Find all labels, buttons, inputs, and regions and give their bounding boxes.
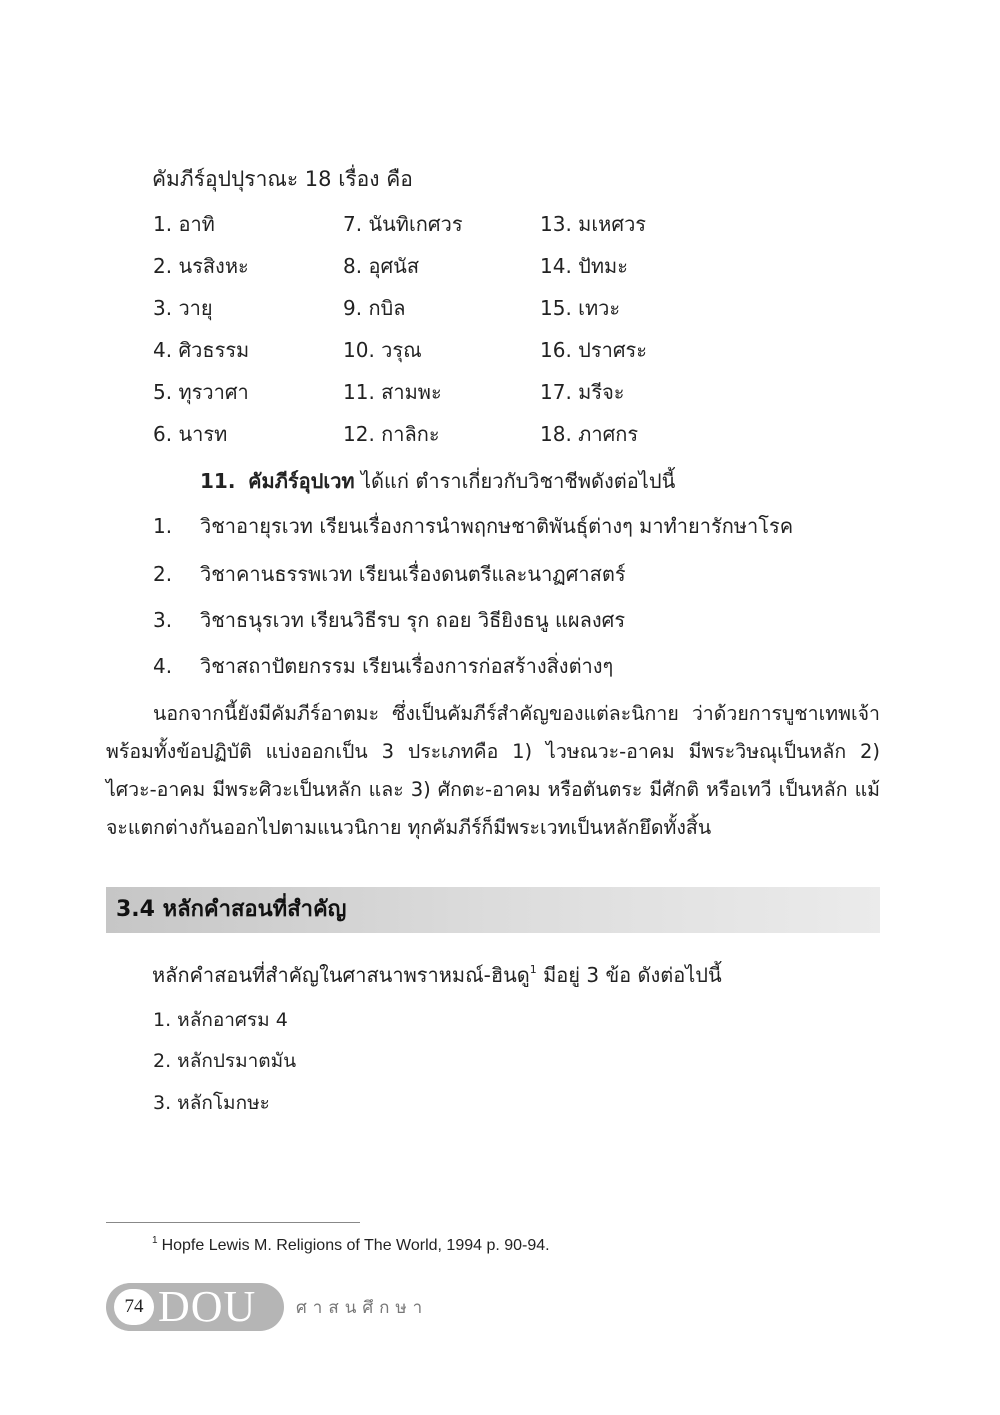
upaveda-heading [200, 465, 675, 497]
list-item: 2. หลักปรมาตมัน [153, 1050, 297, 1072]
list-item: 17. มรีจะ [540, 380, 625, 404]
list-item: 1. วิชาอายุรเวท เรียนเรื่องการนำพฤกษชาติพันธุ์ต่างๆ มาทำยารักษาโรค [153, 514, 794, 538]
page-number: 74 [114, 1289, 154, 1325]
list-item: 4. วิชาสถาปัตยกรรม เรียนเรื่องการก่อสร้างสิ่งต่างๆ [153, 654, 614, 678]
list-item: 16. ปราศระ [540, 338, 648, 362]
footnote: $^1$ Hopfe Lewis M. Religions of The World, 1994 p. 90-94. [152, 1235, 550, 1254]
list-item: 3. หลักโมกษะ [153, 1092, 270, 1114]
list-item: 8. อุศนัส [343, 254, 420, 278]
list-item: 7. นันทิเกศวร [343, 212, 463, 236]
agama-paragraph: นอกจากนี้ยังมีคัมภีร์อาตมะ ซึ่งเป็นคัมภีร์สำคัญของแต่ละนิกาย ว่าด้วยการบูชาเทพเจ้า พร้อมทั้งข้อปฏิบัติ แบ่งออกเป็น 3 ประเภทคือ 1) ไวษณวะ-อาคม มีพระวิษณุเป็นหลัก 2) ไศวะ-อาคม มีพระศิวะเป็นหลัก และ 3) ศักตะ-อาคม หรือตันตระ มีศักติ หรือเทวี เป็นหลัก แม้จะแตกต่างกันออกไปตามแนวนิกาย ทุกคัมภีร์ก็มีพระเวทเป็นหลักยึดทั้งสิ้น [106, 702, 880, 839]
list-item: 5. ทุรวาศา [153, 380, 249, 404]
dou-logo: DOU [158, 1282, 257, 1331]
section-title: 3.4 หลักคำสอนที่สำคัญ [116, 897, 347, 922]
list-item: 1. อาทิ [153, 212, 215, 236]
upaveda-heading-rest: ได้แก่ ตำราเกี่ยวกับวิชาชีพดังต่อไปนี้ [354, 469, 676, 493]
list-item: 14. ปัทมะ [540, 254, 628, 278]
upaveda-title: คัมภีร์อุปเวท [248, 469, 355, 493]
book-title: ศาสนศึกษา [296, 1298, 429, 1318]
list-item: 12. กาลิกะ [343, 422, 440, 446]
list-item: 15. เทวะ [540, 296, 621, 320]
list-item: 2. นรสิงหะ [153, 254, 249, 278]
list-item: 3. วายุ [153, 296, 213, 320]
list-item: 10. วรุณ [343, 338, 422, 362]
list-item: 4. ศิวธรรม [153, 338, 250, 362]
upaveda-number: 11. [200, 469, 236, 493]
list-item: 3. วิชาธนุรเวท เรียนวิธีรบ รุก ถอย วิธียิงธนู แผลงศร [153, 608, 626, 632]
list-item: 18. ภาศกร [540, 422, 639, 446]
list-item: 2. วิชาคานธรรพเวท เรียนเรื่องดนตรีและนาฏศาสตร์ [153, 562, 626, 586]
list-item: 9. กบิล [343, 296, 406, 320]
list-item: 13. มเหศวร [540, 212, 647, 236]
footnote-reference[interactable]: 1 [529, 963, 537, 976]
footnote-divider [106, 1222, 360, 1223]
list-item: 6. นารท [153, 422, 228, 446]
list-item: 11. สามพะ [343, 380, 442, 404]
section-intro: หลักคำสอนที่สำคัญในศาสนาพราหมณ์-ฮินดู$^1$ มีอยู่ 3 ข้อ ดังต่อไปนี้ [152, 963, 722, 987]
list-item: 1. หลักอาศรม 4 [153, 1009, 288, 1031]
upapurana-intro: คัมภีร์อุปปุราณะ 18 เรื่อง คือ [152, 167, 413, 191]
